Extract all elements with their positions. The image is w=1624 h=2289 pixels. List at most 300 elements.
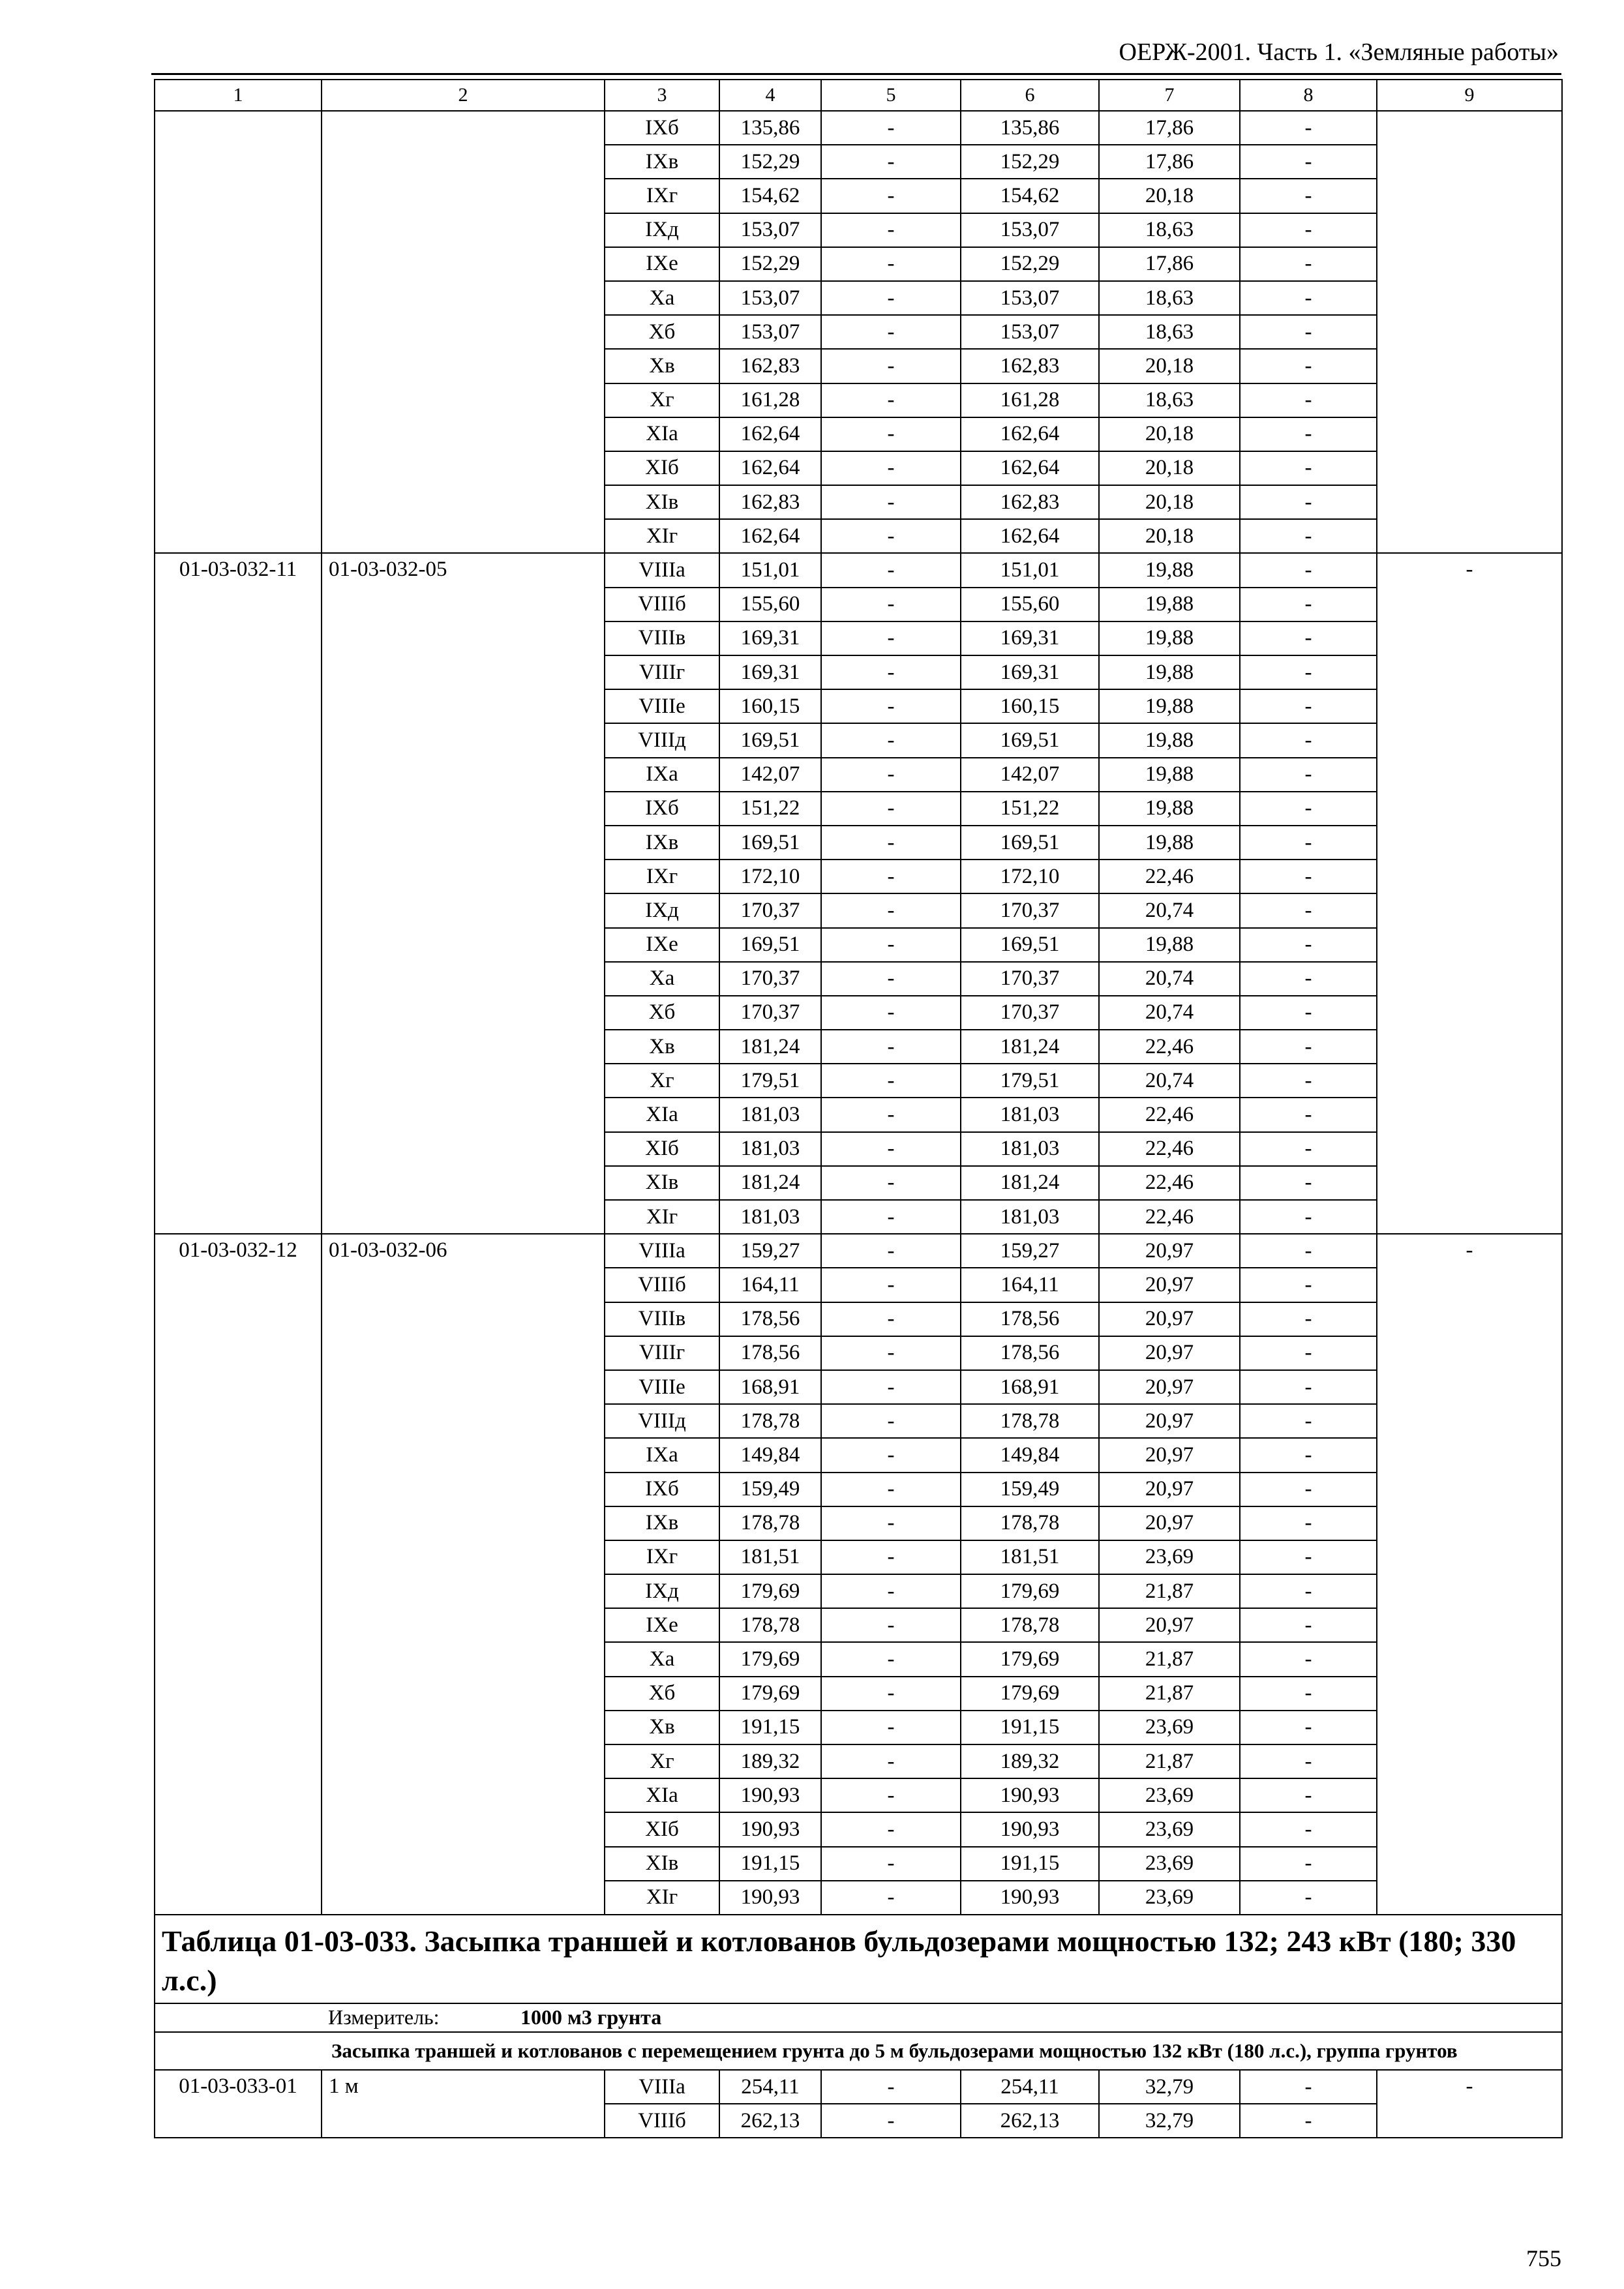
materials-cell: -: [1240, 451, 1377, 485]
wages-cell: -: [821, 826, 961, 860]
machine-cost-cell: 178,78: [961, 1404, 1099, 1438]
machine-cost-cell: 161,28: [961, 383, 1099, 417]
wages-cell: -: [821, 893, 961, 927]
direct-cost-cell: 179,69: [719, 1574, 821, 1608]
machinist-wages-cell: 22,46: [1099, 1098, 1240, 1131]
materials-cell: -: [1240, 553, 1377, 587]
machine-cost-cell: 162,83: [961, 485, 1099, 519]
soil-group-cell: IXа: [605, 758, 719, 792]
machine-cost-cell: 153,07: [961, 315, 1099, 349]
soil-group-cell: XIв: [605, 1847, 719, 1881]
machine-cost-cell: 169,51: [961, 723, 1099, 757]
wages-cell: -: [821, 588, 961, 621]
machinist-wages-cell: 21,87: [1099, 1574, 1240, 1608]
measure-cell: [155, 2003, 1562, 2032]
machine-cost-cell: 181,51: [961, 1540, 1099, 1574]
direct-cost-cell: 151,01: [719, 553, 821, 587]
direct-cost-cell: 152,29: [719, 247, 821, 281]
wages-cell: -: [821, 1404, 961, 1438]
extra-cell: -: [1377, 553, 1562, 1234]
direct-cost-cell: 170,37: [719, 893, 821, 927]
machinist-wages-cell: 23,69: [1099, 1778, 1240, 1812]
wages-cell: -: [821, 1677, 961, 1711]
soil-group-cell: VIIIа: [605, 2070, 719, 2104]
materials-cell: -: [1240, 213, 1377, 247]
materials-cell: -: [1240, 588, 1377, 621]
machine-cost-cell: 170,37: [961, 996, 1099, 1030]
machinist-wages-cell: 19,88: [1099, 758, 1240, 792]
direct-cost-cell: 191,15: [719, 1847, 821, 1881]
materials-cell: -: [1240, 1847, 1377, 1881]
direct-cost-cell: 190,93: [719, 1881, 821, 1915]
machine-cost-cell: 151,01: [961, 553, 1099, 587]
direct-cost-cell: 178,56: [719, 1336, 821, 1370]
wages-cell: -: [821, 1302, 961, 1336]
materials-cell: -: [1240, 1200, 1377, 1234]
machine-cost-cell: 168,91: [961, 1370, 1099, 1404]
materials-cell: -: [1240, 826, 1377, 860]
machinist-wages-cell: 21,87: [1099, 1642, 1240, 1676]
machinist-wages-cell: 20,74: [1099, 893, 1240, 927]
code-cell: 01-03-032-12: [155, 1234, 322, 1915]
direct-cost-cell: 179,69: [719, 1642, 821, 1676]
machine-cost-cell: 181,03: [961, 1200, 1099, 1234]
machine-cost-cell: 169,51: [961, 928, 1099, 962]
direct-cost-cell: 181,03: [719, 1098, 821, 1131]
direct-cost-cell: 170,37: [719, 996, 821, 1030]
direct-cost-cell: 162,64: [719, 519, 821, 553]
materials-cell: -: [1240, 1812, 1377, 1846]
soil-group-cell: VIIIг: [605, 1336, 719, 1370]
soil-group-cell: XIб: [605, 1812, 719, 1846]
code-cell: 01-03-032-11: [155, 553, 322, 1234]
machine-cost-cell: 190,93: [961, 1881, 1099, 1915]
column-number: 1: [155, 80, 322, 111]
direct-cost-cell: 168,91: [719, 1370, 821, 1404]
machine-cost-cell: 181,24: [961, 1166, 1099, 1200]
soil-group-cell: IXе: [605, 928, 719, 962]
materials-cell: -: [1240, 1098, 1377, 1131]
soil-group-cell: VIIIе: [605, 1370, 719, 1404]
machine-cost-cell: 162,64: [961, 451, 1099, 485]
soil-group-cell: IXд: [605, 893, 719, 927]
direct-cost-cell: 169,31: [719, 655, 821, 689]
machinist-wages-cell: 18,63: [1099, 383, 1240, 417]
measure-row: [155, 2003, 1562, 2032]
materials-cell: -: [1240, 281, 1377, 315]
materials-cell: -: [1240, 1778, 1377, 1812]
materials-cell: -: [1240, 1132, 1377, 1166]
materials-cell: -: [1240, 1370, 1377, 1404]
machinist-wages-cell: 23,69: [1099, 1881, 1240, 1915]
soil-group-cell: XIа: [605, 1778, 719, 1812]
direct-cost-cell: 191,15: [719, 1711, 821, 1744]
machine-cost-cell: 169,51: [961, 826, 1099, 860]
machinist-wages-cell: 20,18: [1099, 417, 1240, 451]
materials-cell: -: [1240, 1302, 1377, 1336]
direct-cost-cell: 153,07: [719, 315, 821, 349]
extra-cell: -: [1377, 2070, 1562, 2138]
soil-group-cell: Xб: [605, 315, 719, 349]
materials-cell: -: [1240, 1642, 1377, 1676]
base-code-cell: 1 м: [322, 2070, 605, 2138]
materials-cell: -: [1240, 1234, 1377, 1268]
machinist-wages-cell: 32,79: [1099, 2070, 1240, 2104]
materials-cell: -: [1240, 723, 1377, 757]
machinist-wages-cell: 19,88: [1099, 655, 1240, 689]
direct-cost-cell: 162,83: [719, 349, 821, 383]
materials-cell: -: [1240, 1711, 1377, 1744]
column-number: 2: [322, 80, 605, 111]
machinist-wages-cell: 32,79: [1099, 2104, 1240, 2138]
soil-group-cell: IXг: [605, 860, 719, 893]
wages-cell: -: [821, 1166, 961, 1200]
wages-cell: -: [821, 553, 961, 587]
machine-cost-cell: 179,69: [961, 1677, 1099, 1711]
machinist-wages-cell: 20,74: [1099, 996, 1240, 1030]
direct-cost-cell: 164,11: [719, 1268, 821, 1302]
wages-cell: -: [821, 1778, 961, 1812]
machinist-wages-cell: 17,86: [1099, 111, 1240, 145]
wages-cell: -: [821, 1336, 961, 1370]
machine-cost-cell: 151,22: [961, 792, 1099, 826]
materials-cell: -: [1240, 962, 1377, 996]
machinist-wages-cell: 22,46: [1099, 860, 1240, 893]
direct-cost-cell: 190,93: [719, 1778, 821, 1812]
machine-cost-cell: 149,84: [961, 1438, 1099, 1472]
machine-cost-cell: 181,03: [961, 1132, 1099, 1166]
wages-cell: -: [821, 1234, 961, 1268]
column-number: 9: [1377, 80, 1562, 111]
machine-cost-cell: 153,07: [961, 281, 1099, 315]
materials-cell: -: [1240, 315, 1377, 349]
measure-value: 1000 м3 грунта: [520, 2005, 662, 2029]
materials-cell: -: [1240, 928, 1377, 962]
direct-cost-cell: 159,49: [719, 1473, 821, 1506]
table-subtitle: Засыпка траншей и котлованов с перемещением грунта до 5 м бульдозерами мощностью 132 кВт (180 л.с.), группа грунтов: [155, 2032, 1562, 2070]
wages-cell: -: [821, 1540, 961, 1574]
materials-cell: -: [1240, 1064, 1377, 1098]
machine-cost-cell: 172,10: [961, 860, 1099, 893]
materials-cell: -: [1240, 2070, 1377, 2104]
wages-cell: -: [821, 860, 961, 893]
direct-cost-cell: 178,78: [719, 1404, 821, 1438]
wages-cell: -: [821, 1812, 961, 1846]
materials-cell: -: [1240, 383, 1377, 417]
wages-cell: -: [821, 996, 961, 1030]
machinist-wages-cell: 20,97: [1099, 1473, 1240, 1506]
wages-cell: -: [821, 1847, 961, 1881]
machine-cost-cell: 179,51: [961, 1064, 1099, 1098]
materials-cell: -: [1240, 1268, 1377, 1302]
machine-cost-cell: 190,93: [961, 1812, 1099, 1846]
soil-group-cell: Xг: [605, 383, 719, 417]
direct-cost-cell: 153,07: [719, 281, 821, 315]
materials-cell: -: [1240, 1540, 1377, 1574]
soil-group-cell: IXд: [605, 1574, 719, 1608]
extra-cell: -: [1377, 1234, 1562, 1915]
materials-cell: -: [1240, 621, 1377, 655]
direct-cost-cell: 178,56: [719, 1302, 821, 1336]
soil-group-cell: XIг: [605, 1881, 719, 1915]
machine-cost-cell: 179,69: [961, 1642, 1099, 1676]
direct-cost-cell: 179,69: [719, 1677, 821, 1711]
wages-cell: -: [821, 1268, 961, 1302]
column-number: 8: [1240, 80, 1377, 111]
soil-group-cell: IXб: [605, 1473, 719, 1506]
machine-cost-cell: 178,56: [961, 1302, 1099, 1336]
subtitle-row: [155, 2032, 1562, 2070]
materials-cell: -: [1240, 1336, 1377, 1370]
wages-cell: -: [821, 1098, 961, 1131]
machinist-wages-cell: 19,88: [1099, 689, 1240, 723]
direct-cost-cell: 179,51: [719, 1064, 821, 1098]
extra-cell: [1377, 111, 1562, 553]
machinist-wages-cell: 18,63: [1099, 281, 1240, 315]
wages-cell: -: [821, 145, 961, 179]
machine-cost-cell: 142,07: [961, 758, 1099, 792]
wages-cell: -: [821, 1132, 961, 1166]
machinist-wages-cell: 23,69: [1099, 1847, 1240, 1881]
machinist-wages-cell: 20,97: [1099, 1370, 1240, 1404]
materials-cell: -: [1240, 1166, 1377, 1200]
machine-cost-cell: 170,37: [961, 962, 1099, 996]
base-code-cell: [322, 111, 605, 553]
soil-group-cell: Xа: [605, 962, 719, 996]
machinist-wages-cell: 20,18: [1099, 349, 1240, 383]
wages-cell: -: [821, 247, 961, 281]
direct-cost-cell: 181,51: [719, 1540, 821, 1574]
wages-cell: -: [821, 792, 961, 826]
machinist-wages-cell: 23,69: [1099, 1540, 1240, 1574]
machine-cost-cell: 164,11: [961, 1268, 1099, 1302]
running-header: ОЕРЖ-2001. Часть 1. «Земляные работы»: [1119, 38, 1559, 66]
table-row: [155, 2070, 1562, 2104]
materials-cell: -: [1240, 1608, 1377, 1642]
direct-cost-cell: 162,83: [719, 485, 821, 519]
machinist-wages-cell: 20,97: [1099, 1302, 1240, 1336]
wages-cell: -: [821, 1744, 961, 1778]
wages-cell: -: [821, 1574, 961, 1608]
machinist-wages-cell: 19,88: [1099, 588, 1240, 621]
base-code-cell: 01-03-032-06: [322, 1234, 605, 1915]
wages-cell: -: [821, 519, 961, 553]
wages-cell: -: [821, 621, 961, 655]
materials-cell: -: [1240, 519, 1377, 553]
machine-cost-cell: 189,32: [961, 1744, 1099, 1778]
machinist-wages-cell: 17,86: [1099, 247, 1240, 281]
materials-cell: -: [1240, 689, 1377, 723]
machinist-wages-cell: 22,46: [1099, 1166, 1240, 1200]
direct-cost-cell: 262,13: [719, 2104, 821, 2138]
wages-cell: -: [821, 417, 961, 451]
materials-cell: -: [1240, 1404, 1377, 1438]
column-number: 7: [1099, 80, 1240, 111]
machinist-wages-cell: 20,97: [1099, 1438, 1240, 1472]
soil-group-cell: VIIIб: [605, 2104, 719, 2138]
table-row: [155, 1234, 1562, 1268]
direct-cost-cell: 181,03: [719, 1200, 821, 1234]
column-number: 3: [605, 80, 719, 111]
machine-cost-cell: 254,11: [961, 2070, 1099, 2104]
wages-cell: -: [821, 1473, 961, 1506]
materials-cell: -: [1240, 1677, 1377, 1711]
materials-cell: -: [1240, 758, 1377, 792]
materials-cell: -: [1240, 1438, 1377, 1472]
column-number: 4: [719, 80, 821, 111]
machinist-wages-cell: 20,97: [1099, 1506, 1240, 1540]
machinist-wages-cell: 19,88: [1099, 553, 1240, 587]
materials-cell: -: [1240, 655, 1377, 689]
materials-cell: -: [1240, 1506, 1377, 1540]
machinist-wages-cell: 18,63: [1099, 315, 1240, 349]
machine-cost-cell: 155,60: [961, 588, 1099, 621]
wages-cell: -: [821, 213, 961, 247]
wages-cell: -: [821, 689, 961, 723]
wages-cell: -: [821, 485, 961, 519]
direct-cost-cell: 181,24: [719, 1030, 821, 1064]
direct-cost-cell: 178,78: [719, 1608, 821, 1642]
table-row: [155, 111, 1562, 145]
wages-cell: -: [821, 1608, 961, 1642]
machine-cost-cell: 160,15: [961, 689, 1099, 723]
machine-cost-cell: 153,07: [961, 213, 1099, 247]
wages-cell: -: [821, 1200, 961, 1234]
page-number: 755: [1526, 2245, 1561, 2271]
column-number: 6: [961, 80, 1099, 111]
materials-cell: -: [1240, 1574, 1377, 1608]
soil-group-cell: Xг: [605, 1744, 719, 1778]
direct-cost-cell: 152,29: [719, 145, 821, 179]
soil-group-cell: XIг: [605, 519, 719, 553]
machinist-wages-cell: 21,87: [1099, 1744, 1240, 1778]
soil-group-cell: XIб: [605, 451, 719, 485]
machine-cost-cell: 154,62: [961, 179, 1099, 213]
direct-cost-cell: 159,27: [719, 1234, 821, 1268]
machine-cost-cell: 152,29: [961, 145, 1099, 179]
wages-cell: -: [821, 315, 961, 349]
soil-group-cell: IXв: [605, 1506, 719, 1540]
direct-cost-cell: 160,15: [719, 689, 821, 723]
direct-cost-cell: 181,03: [719, 1132, 821, 1166]
machinist-wages-cell: 23,69: [1099, 1711, 1240, 1744]
wages-cell: -: [821, 928, 961, 962]
direct-cost-cell: 169,51: [719, 826, 821, 860]
machine-cost-cell: 190,93: [961, 1778, 1099, 1812]
measure-label: Измеритель:: [328, 2005, 440, 2029]
soil-group-cell: XIб: [605, 1132, 719, 1166]
soil-group-cell: Xв: [605, 349, 719, 383]
soil-group-cell: IXа: [605, 1438, 719, 1472]
soil-group-cell: Xб: [605, 1677, 719, 1711]
soil-group-cell: XIа: [605, 1098, 719, 1131]
machinist-wages-cell: 23,69: [1099, 1812, 1240, 1846]
machine-cost-cell: 179,69: [961, 1574, 1099, 1608]
direct-cost-cell: 169,31: [719, 621, 821, 655]
machinist-wages-cell: 20,97: [1099, 1336, 1240, 1370]
machinist-wages-cell: 22,46: [1099, 1132, 1240, 1166]
machine-cost-cell: 152,29: [961, 247, 1099, 281]
machinist-wages-cell: 19,88: [1099, 792, 1240, 826]
machinist-wages-cell: 20,18: [1099, 451, 1240, 485]
direct-cost-cell: 142,07: [719, 758, 821, 792]
wages-cell: -: [821, 1438, 961, 1472]
wages-cell: -: [821, 1030, 961, 1064]
machine-cost-cell: 169,31: [961, 621, 1099, 655]
materials-cell: -: [1240, 485, 1377, 519]
materials-cell: -: [1240, 1030, 1377, 1064]
wages-cell: -: [821, 2070, 961, 2104]
materials-cell: -: [1240, 1881, 1377, 1915]
machinist-wages-cell: 20,97: [1099, 1404, 1240, 1438]
materials-cell: -: [1240, 1744, 1377, 1778]
machine-cost-cell: 262,13: [961, 2104, 1099, 2138]
wages-cell: -: [821, 179, 961, 213]
soil-group-cell: XIв: [605, 1166, 719, 1200]
wages-cell: -: [821, 1642, 961, 1676]
wages-cell: -: [821, 1881, 961, 1915]
soil-group-cell: XIа: [605, 417, 719, 451]
materials-cell: -: [1240, 145, 1377, 179]
direct-cost-cell: 181,24: [719, 1166, 821, 1200]
direct-cost-cell: 190,93: [719, 1812, 821, 1846]
soil-group-cell: IXг: [605, 179, 719, 213]
soil-group-cell: Xб: [605, 996, 719, 1030]
soil-group-cell: XIг: [605, 1200, 719, 1234]
machine-cost-cell: 178,78: [961, 1608, 1099, 1642]
direct-cost-cell: 153,07: [719, 213, 821, 247]
direct-cost-cell: 170,37: [719, 962, 821, 996]
direct-cost-cell: 162,64: [719, 417, 821, 451]
soil-group-cell: VIIIб: [605, 1268, 719, 1302]
machinist-wages-cell: 19,88: [1099, 826, 1240, 860]
code-cell: 01-03-033-01: [155, 2070, 322, 2138]
machinist-wages-cell: 20,74: [1099, 962, 1240, 996]
machine-cost-cell: 191,15: [961, 1847, 1099, 1881]
materials-cell: -: [1240, 860, 1377, 893]
direct-cost-cell: 135,86: [719, 111, 821, 145]
materials-cell: -: [1240, 893, 1377, 927]
direct-cost-cell: 155,60: [719, 588, 821, 621]
wages-cell: -: [821, 2104, 961, 2138]
soil-group-cell: IXг: [605, 1540, 719, 1574]
materials-cell: -: [1240, 996, 1377, 1030]
direct-cost-cell: 189,32: [719, 1744, 821, 1778]
soil-group-cell: VIIIд: [605, 1404, 719, 1438]
wages-cell: -: [821, 281, 961, 315]
machinist-wages-cell: 20,18: [1099, 485, 1240, 519]
soil-group-cell: Xа: [605, 1642, 719, 1676]
soil-group-cell: IXб: [605, 111, 719, 145]
materials-cell: -: [1240, 2104, 1377, 2138]
machine-cost-cell: 181,03: [961, 1098, 1099, 1131]
machinist-wages-cell: 22,46: [1099, 1200, 1240, 1234]
machine-cost-cell: 181,24: [961, 1030, 1099, 1064]
table-title: Таблица 01-03-033. Засыпка траншей и котлованов бульдозерами мощностью 132; 243 кВт (180; 330 л.с.): [155, 1915, 1562, 2003]
wages-cell: -: [821, 655, 961, 689]
direct-cost-cell: 254,11: [719, 2070, 821, 2104]
soil-group-cell: VIIIв: [605, 621, 719, 655]
column-number: 5: [821, 80, 961, 111]
materials-cell: -: [1240, 417, 1377, 451]
materials-cell: -: [1240, 792, 1377, 826]
machine-cost-cell: 159,27: [961, 1234, 1099, 1268]
machine-cost-cell: 162,64: [961, 519, 1099, 553]
machinist-wages-cell: 20,74: [1099, 1064, 1240, 1098]
soil-group-cell: XIв: [605, 485, 719, 519]
machinist-wages-cell: 20,97: [1099, 1268, 1240, 1302]
direct-cost-cell: 178,78: [719, 1506, 821, 1540]
